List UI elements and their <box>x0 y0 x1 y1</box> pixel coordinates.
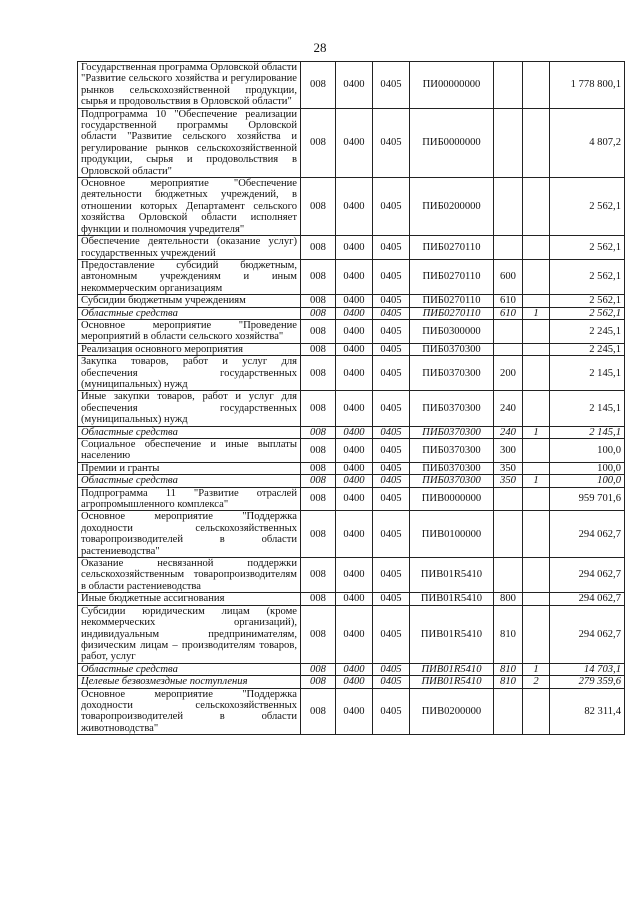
cell-subsection: 0405 <box>373 593 410 605</box>
cell-name: Предоставление субсидий бюджетным, автономным учреждениям и иным некоммерческим организациям <box>78 259 301 294</box>
cell-funding-source <box>523 178 550 236</box>
cell-amount: 294 062,7 <box>550 593 625 605</box>
cell-name: Субсидии юридическим лицам (кроме некоммерческих организаций), индивидуальным предпринимателям, физическим лицам – производителям товаров, работ, услуг <box>78 605 301 663</box>
cell-amount: 100,0 <box>550 475 625 487</box>
cell-section: 0400 <box>336 356 373 391</box>
cell-amount: 2 245,1 <box>550 319 625 343</box>
cell-section: 0400 <box>336 688 373 735</box>
table-row <box>78 108 625 177</box>
cell-target-article: ПИБ0000000 <box>410 108 494 177</box>
cell-funding-source: 2 <box>523 676 550 688</box>
cell-name: Подпрограмма 10 "Обеспечение реализации государственной программы Орловской области "Развитие сельского хозяйства и регулирование рынков сельскохозяйственной продукции, сырья и продовольствия в Орловской области" <box>78 108 301 177</box>
cell-admin-code: 008 <box>301 475 336 487</box>
budget-table <box>77 61 625 735</box>
cell-target-article: ПИБ0370300 <box>410 356 494 391</box>
cell-subsection: 0405 <box>373 688 410 735</box>
table-row <box>78 178 625 236</box>
cell-name: Закупка товаров, работ и услуг для обеспечения государственных (муниципальных) нужд <box>78 356 301 391</box>
table-row <box>78 343 625 355</box>
cell-subsection: 0405 <box>373 426 410 438</box>
cell-target-article: ПИВ01R5410 <box>410 663 494 675</box>
cell-amount: 2 562,1 <box>550 295 625 307</box>
cell-funding-source: 1 <box>523 475 550 487</box>
cell-expense-kind <box>494 688 523 735</box>
cell-amount: 2 562,1 <box>550 178 625 236</box>
cell-section: 0400 <box>336 593 373 605</box>
cell-admin-code: 008 <box>301 62 336 109</box>
cell-target-article: ПИБ0270110 <box>410 236 494 260</box>
cell-target-article: ПИБ0270110 <box>410 295 494 307</box>
cell-name: Социальное обеспечение и иные выплаты населению <box>78 439 301 463</box>
cell-section: 0400 <box>336 475 373 487</box>
cell-target-article: ПИВ01R5410 <box>410 605 494 663</box>
cell-funding-source <box>523 511 550 558</box>
cell-expense-kind <box>494 558 523 593</box>
table-row <box>78 676 625 688</box>
cell-amount: 2 562,1 <box>550 307 625 319</box>
cell-name: Иные бюджетные ассигнования <box>78 593 301 605</box>
cell-name: Обеспечение деятельности (оказание услуг) государственных учреждений <box>78 236 301 260</box>
cell-funding-source: 1 <box>523 307 550 319</box>
cell-admin-code: 008 <box>301 178 336 236</box>
cell-section: 0400 <box>336 236 373 260</box>
table-row <box>78 236 625 260</box>
cell-admin-code: 008 <box>301 319 336 343</box>
cell-admin-code: 008 <box>301 356 336 391</box>
cell-admin-code: 008 <box>301 593 336 605</box>
cell-amount: 1 778 800,1 <box>550 62 625 109</box>
cell-name: Областные средства <box>78 475 301 487</box>
cell-admin-code: 008 <box>301 426 336 438</box>
cell-section: 0400 <box>336 108 373 177</box>
cell-amount: 294 062,7 <box>550 605 625 663</box>
cell-section: 0400 <box>336 62 373 109</box>
cell-admin-code: 008 <box>301 558 336 593</box>
cell-amount: 4 807,2 <box>550 108 625 177</box>
cell-funding-source <box>523 356 550 391</box>
cell-target-article: ПИБ0370300 <box>410 439 494 463</box>
cell-funding-source: 1 <box>523 426 550 438</box>
cell-name: Оказание несвязанной поддержки сельскохозяйственным товаропроизводителям в области растениеводства <box>78 558 301 593</box>
cell-funding-source <box>523 439 550 463</box>
table-row <box>78 391 625 426</box>
cell-funding-source <box>523 108 550 177</box>
cell-expense-kind: 300 <box>494 439 523 463</box>
cell-name: Премии и гранты <box>78 462 301 474</box>
cell-subsection: 0405 <box>373 259 410 294</box>
cell-funding-source <box>523 391 550 426</box>
table-row <box>78 593 625 605</box>
table-row <box>78 439 625 463</box>
table-row <box>78 487 625 511</box>
cell-name: Подпрограмма 11 "Развитие отраслей агропромышленного комплекса" <box>78 487 301 511</box>
cell-funding-source <box>523 462 550 474</box>
cell-funding-source <box>523 487 550 511</box>
cell-subsection: 0405 <box>373 356 410 391</box>
cell-admin-code: 008 <box>301 295 336 307</box>
cell-amount: 294 062,7 <box>550 511 625 558</box>
cell-section: 0400 <box>336 259 373 294</box>
table-row <box>78 62 625 109</box>
cell-target-article: ПИВ01R5410 <box>410 593 494 605</box>
cell-name: Целевые безвозмездные поступления <box>78 676 301 688</box>
cell-section: 0400 <box>336 295 373 307</box>
cell-amount: 82 311,4 <box>550 688 625 735</box>
cell-expense-kind: 600 <box>494 259 523 294</box>
cell-name: Основное мероприятие "Проведение мероприятий в области сельского хозяйства" <box>78 319 301 343</box>
cell-subsection: 0405 <box>373 108 410 177</box>
cell-funding-source <box>523 558 550 593</box>
cell-expense-kind: 810 <box>494 663 523 675</box>
cell-section: 0400 <box>336 663 373 675</box>
cell-expense-kind: 800 <box>494 593 523 605</box>
cell-target-article: ПИВ01R5410 <box>410 558 494 593</box>
cell-funding-source <box>523 319 550 343</box>
cell-subsection: 0405 <box>373 439 410 463</box>
cell-subsection: 0405 <box>373 295 410 307</box>
cell-name: Основное мероприятие "Поддержка доходности сельскохозяйственных товаропроизводителей в области растениеводства" <box>78 511 301 558</box>
cell-admin-code: 008 <box>301 236 336 260</box>
cell-funding-source <box>523 62 550 109</box>
cell-expense-kind: 240 <box>494 391 523 426</box>
cell-target-article: ПИВ0000000 <box>410 487 494 511</box>
cell-amount: 2 245,1 <box>550 343 625 355</box>
cell-admin-code: 008 <box>301 343 336 355</box>
cell-name: Иные закупки товаров, работ и услуг для обеспечения государственных (муниципальных) нужд <box>78 391 301 426</box>
cell-name: Основное мероприятие "Обеспечение деятельности бюджетных учреждений, в отношении которых Департамент сельского хозяйства Орловской области исполняет функции и полномочия учредителя" <box>78 178 301 236</box>
table-row <box>78 558 625 593</box>
cell-expense-kind <box>494 108 523 177</box>
cell-expense-kind: 240 <box>494 426 523 438</box>
table-row <box>78 307 625 319</box>
cell-funding-source <box>523 259 550 294</box>
cell-name: Основное мероприятие "Поддержка доходности сельскохозяйственных товаропроизводителей в области животноводства" <box>78 688 301 735</box>
cell-target-article: ПИБ0270110 <box>410 259 494 294</box>
cell-section: 0400 <box>336 676 373 688</box>
cell-subsection: 0405 <box>373 391 410 426</box>
cell-section: 0400 <box>336 605 373 663</box>
cell-amount: 100,0 <box>550 439 625 463</box>
cell-funding-source <box>523 236 550 260</box>
cell-admin-code: 008 <box>301 605 336 663</box>
cell-subsection: 0405 <box>373 475 410 487</box>
cell-amount: 100,0 <box>550 462 625 474</box>
cell-subsection: 0405 <box>373 307 410 319</box>
cell-target-article: ПИБ0370300 <box>410 426 494 438</box>
cell-name: Государственная программа Орловской области "Развитие сельского хозяйства и регулирование рынков сельскохозяйственной продукции, сырья и продовольствия в Орловской области" <box>78 62 301 109</box>
cell-section: 0400 <box>336 487 373 511</box>
cell-amount: 279 359,6 <box>550 676 625 688</box>
cell-funding-source <box>523 295 550 307</box>
cell-funding-source <box>523 688 550 735</box>
cell-subsection: 0405 <box>373 236 410 260</box>
cell-target-article: ПИБ0200000 <box>410 178 494 236</box>
cell-subsection: 0405 <box>373 663 410 675</box>
cell-section: 0400 <box>336 178 373 236</box>
cell-target-article: ПИБ0370300 <box>410 462 494 474</box>
cell-expense-kind: 350 <box>494 462 523 474</box>
cell-expense-kind <box>494 511 523 558</box>
cell-admin-code: 008 <box>301 511 336 558</box>
cell-subsection: 0405 <box>373 319 410 343</box>
cell-target-article: ПИБ0370300 <box>410 343 494 355</box>
cell-funding-source <box>523 593 550 605</box>
cell-name: Областные средства <box>78 663 301 675</box>
cell-admin-code: 008 <box>301 487 336 511</box>
cell-section: 0400 <box>336 343 373 355</box>
cell-expense-kind <box>494 343 523 355</box>
budget-table-body <box>78 62 625 735</box>
cell-amount: 2 562,1 <box>550 236 625 260</box>
cell-expense-kind: 610 <box>494 295 523 307</box>
cell-funding-source: 1 <box>523 663 550 675</box>
table-row <box>78 319 625 343</box>
cell-subsection: 0405 <box>373 605 410 663</box>
cell-subsection: 0405 <box>373 462 410 474</box>
cell-amount: 2 145,1 <box>550 356 625 391</box>
cell-section: 0400 <box>336 319 373 343</box>
cell-section: 0400 <box>336 439 373 463</box>
cell-amount: 2 145,1 <box>550 426 625 438</box>
cell-funding-source <box>523 343 550 355</box>
cell-expense-kind: 200 <box>494 356 523 391</box>
cell-target-article: ПИБ0300000 <box>410 319 494 343</box>
page-number: 28 <box>313 40 327 55</box>
cell-admin-code: 008 <box>301 663 336 675</box>
cell-name: Реализация основного мероприятия <box>78 343 301 355</box>
cell-expense-kind: 810 <box>494 676 523 688</box>
cell-admin-code: 008 <box>301 439 336 463</box>
cell-expense-kind: 810 <box>494 605 523 663</box>
cell-section: 0400 <box>336 307 373 319</box>
table-row <box>78 663 625 675</box>
cell-section: 0400 <box>336 462 373 474</box>
table-row <box>78 688 625 735</box>
cell-target-article: ПИБ0370300 <box>410 391 494 426</box>
table-row <box>78 475 625 487</box>
cell-name: Субсидии бюджетным учреждениям <box>78 295 301 307</box>
cell-subsection: 0405 <box>373 62 410 109</box>
cell-funding-source <box>523 605 550 663</box>
cell-amount: 14 703,1 <box>550 663 625 675</box>
cell-expense-kind <box>494 62 523 109</box>
cell-admin-code: 008 <box>301 462 336 474</box>
cell-admin-code: 008 <box>301 391 336 426</box>
cell-amount: 959 701,6 <box>550 487 625 511</box>
cell-target-article: ПИБ0370300 <box>410 475 494 487</box>
cell-subsection: 0405 <box>373 178 410 236</box>
cell-subsection: 0405 <box>373 343 410 355</box>
cell-amount: 2 562,1 <box>550 259 625 294</box>
table-row <box>78 295 625 307</box>
cell-amount: 2 145,1 <box>550 391 625 426</box>
cell-subsection: 0405 <box>373 676 410 688</box>
cell-target-article: ПИВ01R5410 <box>410 676 494 688</box>
cell-subsection: 0405 <box>373 487 410 511</box>
cell-expense-kind <box>494 487 523 511</box>
cell-target-article: ПИВ0100000 <box>410 511 494 558</box>
cell-target-article: ПИ00000000 <box>410 62 494 109</box>
cell-admin-code: 008 <box>301 259 336 294</box>
cell-target-article: ПИБ0270110 <box>410 307 494 319</box>
table-row <box>78 511 625 558</box>
table-row <box>78 605 625 663</box>
cell-admin-code: 008 <box>301 108 336 177</box>
cell-admin-code: 008 <box>301 307 336 319</box>
table-row <box>78 426 625 438</box>
table-row <box>78 356 625 391</box>
cell-target-article: ПИВ0200000 <box>410 688 494 735</box>
cell-amount: 294 062,7 <box>550 558 625 593</box>
cell-expense-kind <box>494 236 523 260</box>
cell-expense-kind: 610 <box>494 307 523 319</box>
cell-section: 0400 <box>336 558 373 593</box>
cell-section: 0400 <box>336 391 373 426</box>
cell-expense-kind <box>494 319 523 343</box>
cell-admin-code: 008 <box>301 676 336 688</box>
cell-subsection: 0405 <box>373 558 410 593</box>
cell-section: 0400 <box>336 511 373 558</box>
cell-name: Областные средства <box>78 426 301 438</box>
cell-admin-code: 008 <box>301 688 336 735</box>
cell-section: 0400 <box>336 426 373 438</box>
table-row <box>78 259 625 294</box>
table-row <box>78 462 625 474</box>
cell-name: Областные средства <box>78 307 301 319</box>
cell-expense-kind: 350 <box>494 475 523 487</box>
cell-expense-kind <box>494 178 523 236</box>
cell-subsection: 0405 <box>373 511 410 558</box>
